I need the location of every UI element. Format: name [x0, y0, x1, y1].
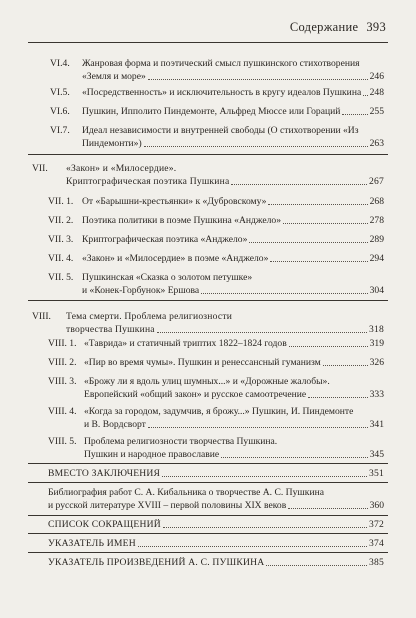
toc-entry-title: УКАЗАТЕЛЬ ИМЕН: [48, 538, 136, 549]
toc-entry-conclusion[interactable]: [48, 467, 384, 480]
toc-entry-index-names[interactable]: [48, 537, 384, 550]
toc-code: VIII. 2.: [48, 357, 77, 368]
toc-entry-title: Пушкин, Ипполито Пиндемонте, Альфред Мюссе или Гораций: [82, 106, 341, 117]
section-rule: [28, 482, 388, 483]
toc-entry-title: Идеал независимости и внутренней свободы (О стихотворении «Из: [82, 125, 359, 136]
running-header: [290, 20, 386, 35]
header-title: Содержание: [289, 20, 359, 34]
toc-entry-vii[interactable]: [66, 162, 384, 188]
toc-page-number: 268: [369, 196, 384, 207]
toc-page-number: 289: [369, 234, 384, 245]
toc-entry-title: СПИСОК СОКРАЩЕНИЙ: [48, 519, 161, 530]
toc-entry-viii[interactable]: [66, 310, 384, 336]
toc-entry-title: Европейский «общий закон» и русское самоотречение: [84, 389, 307, 400]
toc-entry-title: «Закон» и «Милосердие» в поэме «Анджело»: [82, 253, 269, 264]
toc-entry-title: Проблема религиозности творчества Пушкина.: [84, 436, 278, 447]
toc-entry-title: Пушкинская «Сказка о золотом петушке»: [82, 272, 253, 283]
leader-dots: [266, 565, 367, 566]
leader-dots: [163, 527, 367, 528]
leader-dots: [308, 397, 367, 398]
toc-entry-vii1[interactable]: [82, 195, 384, 208]
leader-dots: [148, 79, 368, 80]
toc-page-number: 360: [369, 500, 384, 511]
toc-page-number: 333: [369, 389, 384, 400]
toc-entry-vi4[interactable]: [82, 57, 384, 83]
toc-code: VII. 3.: [48, 234, 74, 245]
toc-entry-viii4[interactable]: [84, 405, 384, 431]
section-rule: [28, 463, 388, 464]
toc-code: VII. 5.: [48, 272, 74, 283]
toc-entry-viii5[interactable]: [84, 435, 384, 461]
toc-entry-title: «Таврида» и статичный триптих 1822–1824 годов: [84, 338, 287, 349]
leader-dots: [162, 476, 367, 477]
toc-code: VIII. 3.: [48, 376, 77, 387]
toc-entry-title: От «Барышни-крестьянки» к «Дубровскому»: [82, 196, 267, 207]
leader-dots: [221, 457, 367, 458]
toc-entry-title: Библиография работ С. А. Кибальника о творчестве А. С. Пушкина: [48, 487, 324, 498]
toc-page-number: 278: [369, 215, 384, 226]
section-rule: [28, 300, 388, 301]
toc-entry-vii3[interactable]: [82, 233, 384, 246]
section-rule: [28, 533, 388, 534]
toc-page-number: 351: [369, 468, 384, 479]
toc-entry-title: «Брожу ли я вдоль улиц шумных...» и «Дорожные жалобы».: [84, 376, 330, 387]
toc-entry-title: и «Конек-Горбунок» Ершова: [82, 285, 200, 296]
toc-entry-title: творчества Пушкина: [66, 324, 155, 335]
toc-entry-title: Криптографическая поэтика Пушкина: [66, 176, 230, 187]
toc-page-number: 372: [369, 519, 384, 530]
toc-page-number: 385: [369, 557, 384, 568]
toc-code: VIII. 5.: [48, 436, 77, 447]
toc-entry-bibliography[interactable]: [48, 486, 384, 512]
leader-dots: [342, 114, 367, 115]
toc-code: VI.7.: [50, 125, 70, 136]
toc-code: VII. 2.: [48, 215, 74, 226]
toc-code: VI.5.: [50, 87, 70, 98]
toc-entry-title: УКАЗАТЕЛЬ ПРОИЗВЕДЕНИЙ А. С. ПУШКИНА: [48, 557, 265, 568]
toc-page-number: 319: [369, 338, 384, 349]
section-rule: [28, 552, 388, 553]
toc-entry-viii3[interactable]: [84, 375, 384, 401]
leader-dots: [270, 261, 367, 262]
toc-entry-index-works[interactable]: [48, 556, 384, 569]
toc-entry-title: «Закон» и «Милосердие».: [66, 163, 177, 174]
toc-page-number: 341: [369, 419, 384, 430]
leader-dots: [157, 332, 367, 333]
toc-entry-vii4[interactable]: [82, 252, 384, 265]
toc-page-number: 345: [369, 449, 384, 460]
toc-entry-title: «Земля и море»: [82, 71, 146, 82]
toc-page-number: 248: [369, 87, 384, 98]
toc-entry-vii2[interactable]: [82, 214, 384, 227]
leader-dots: [249, 242, 367, 243]
leader-dots: [231, 184, 367, 185]
toc-code: VII. 1.: [48, 196, 74, 207]
toc-entry-title: Пушкин и народное православие: [84, 449, 220, 460]
leader-dots: [138, 546, 367, 547]
toc-entry-viii2[interactable]: [84, 356, 384, 369]
toc-page-number: 326: [369, 357, 384, 368]
toc-entry-vi6[interactable]: [82, 105, 384, 118]
toc-page-number: 294: [369, 253, 384, 264]
toc-entry-title: Жанровая форма и поэтический смысл пушкинского стихотворения: [82, 58, 360, 69]
page-number: 393: [366, 20, 386, 34]
toc-page-number: 267: [369, 176, 384, 187]
toc-page-number: 374: [369, 538, 384, 549]
toc-page-number: 318: [369, 324, 384, 335]
toc-code: VIII.: [32, 311, 51, 322]
toc-entry-title: Криптографическая поэтика «Анджело»: [82, 234, 248, 245]
toc-entry-title: «Когда за городом, задумчив, я брожу...» Пушкин, И. Пиндемонте: [84, 406, 354, 417]
toc-code: VI.4.: [50, 58, 70, 69]
toc-code: VIII. 4.: [48, 406, 77, 417]
section-rule: [28, 515, 388, 516]
leader-dots: [283, 223, 368, 224]
toc-entry-viii1[interactable]: [84, 337, 384, 350]
leader-dots: [148, 427, 368, 428]
toc-code: VIII. 1.: [48, 338, 77, 349]
toc-entry-abbreviations[interactable]: [48, 518, 384, 531]
toc-page-number: 304: [369, 285, 384, 296]
toc-entry-vi5[interactable]: [82, 86, 384, 99]
toc-page-number: 246: [369, 71, 384, 82]
toc-entry-title: Тема смерти. Проблема религиозности: [66, 311, 233, 322]
toc-code: VII.: [32, 163, 48, 174]
toc-entry-title: и русской литературе XVIII – первой половины XIX веков: [48, 500, 287, 511]
toc-entry-title: ВМЕСТО ЗАКЛЮЧЕНИЯ: [48, 468, 161, 479]
toc-code: VII. 4.: [48, 253, 74, 264]
section-rule: [28, 154, 388, 155]
leader-dots: [201, 293, 367, 294]
toc-entry-title: «Посредственность» и исключительность в кругу идеалов Пушкина: [82, 87, 362, 98]
toc-code: VI.6.: [50, 106, 70, 117]
toc-page-number: 263: [369, 138, 384, 149]
toc-entry-title: Поэтика политики в поэме Пушкина «Анджело»: [82, 215, 282, 226]
leader-dots: [289, 346, 368, 347]
toc-page-number: 255: [369, 106, 384, 117]
leader-dots: [363, 95, 367, 96]
toc-entry-title: и В. Вордсворт: [84, 419, 146, 430]
toc-entry-title: «Пир во время чумы». Пушкин и ренессансный гуманизм: [84, 357, 321, 368]
top-rule: [28, 42, 388, 43]
leader-dots: [323, 365, 368, 366]
leader-dots: [288, 508, 367, 509]
leader-dots: [268, 204, 367, 205]
toc-entry-title: Пиндемонти»): [82, 138, 142, 149]
toc-entry-vii5[interactable]: [82, 271, 384, 297]
leader-dots: [144, 146, 368, 147]
toc-entry-vi7[interactable]: [82, 124, 384, 150]
